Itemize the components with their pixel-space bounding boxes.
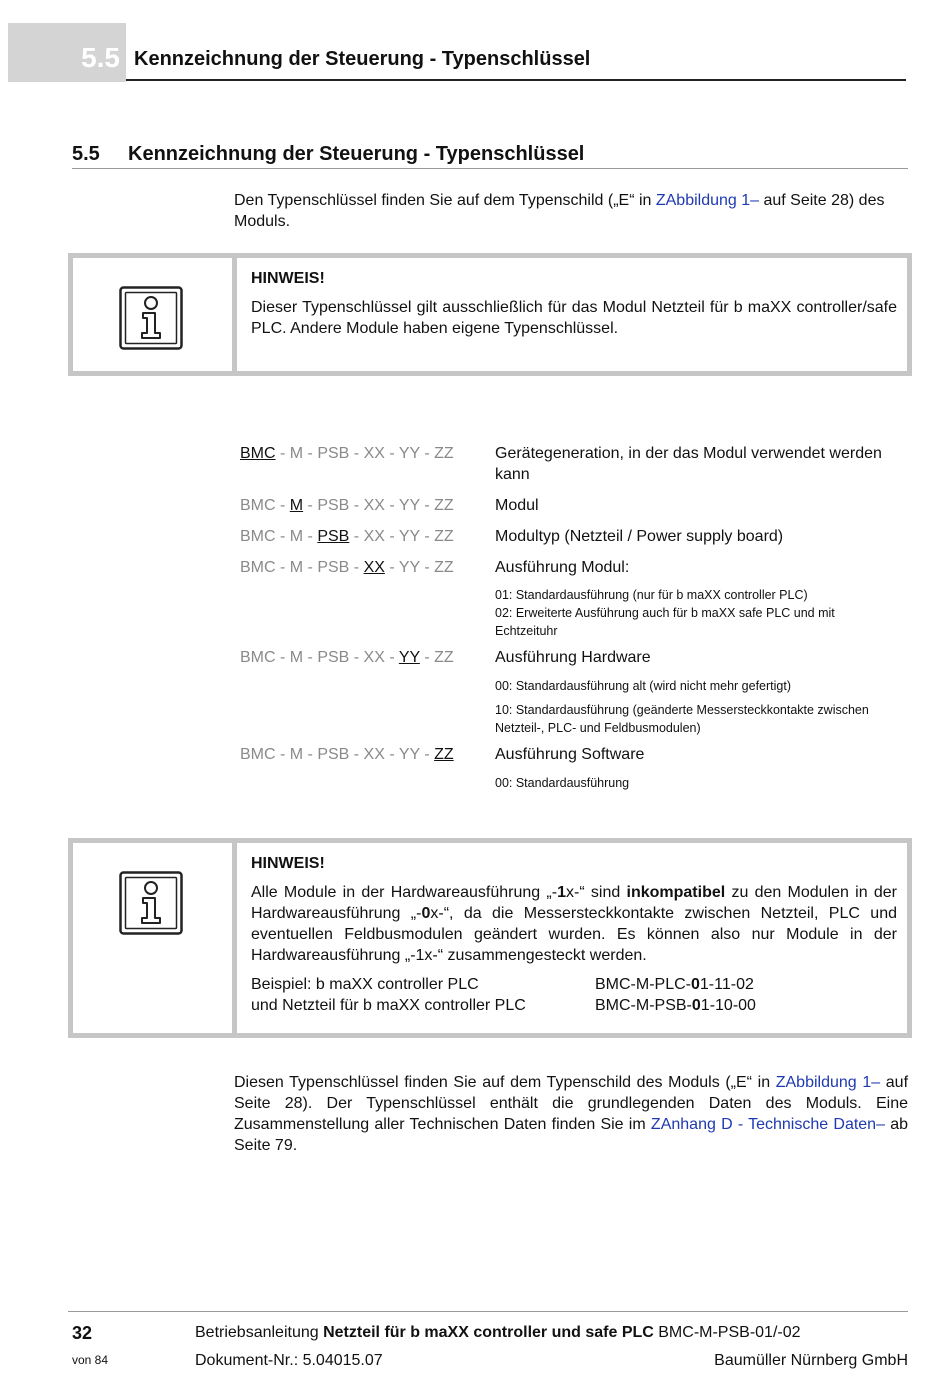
footer-manual	[195, 1322, 801, 1343]
section-rule	[72, 168, 908, 169]
typekey-detail-hardware-10: 10: Standardausführung (geänderte Messersteckkontakte zwischen Netzteil-, PLC- und Feldbusmodulen)	[495, 703, 869, 735]
intro-text-1: Den Typenschlüssel finden Sie auf dem Typenschild („E“ in	[234, 192, 656, 209]
note-text: Dieser Typenschlüssel gilt ausschließlich für das Modul Netzteil für b maXX controller/safe PLC. Andere Module haben eigene Typenschlüssel.	[251, 299, 897, 337]
note-box-2	[68, 838, 912, 1038]
footer-company: Baumüller Nürnberg GmbH	[714, 1352, 908, 1369]
note-body-1	[251, 268, 897, 339]
intro-paragraph	[234, 190, 908, 232]
note-box-1	[68, 253, 912, 376]
typekey-code-hardware: BMC - M - PSB - XX - YY - ZZ	[240, 649, 454, 666]
info-icon	[119, 286, 183, 350]
typekey-desc-software: Ausführung Software	[495, 746, 645, 763]
example-code-2: BMC-M-PSB-01-10-00	[595, 997, 756, 1014]
outro-text-2: auf Seite 28). Der Typenschlüssel enthält die grundlegenden Daten des Moduls. Eine Zusammenstellung aller Technischen Daten finden Sie im	[234, 1074, 909, 1133]
footer-manual-code: BMC-M-PSB-01/-02	[653, 1324, 801, 1341]
typekey-detail-modul: 01: Standardausführung (nur für b maXX controller PLC) 02: Erweiterte Ausführung auch für b maXX safe PLC und mit Echtzeituhr	[495, 588, 835, 638]
figure-link[interactable]: ZAbbildung 1–	[655, 192, 760, 209]
section-title: Kennzeichnung der Steuerung - Typenschlüssel	[128, 143, 585, 165]
typekey-code-modul: BMC - M - PSB - XX - YY - ZZ	[240, 497, 454, 514]
outro-paragraph	[234, 1072, 908, 1156]
outro-text-3: ab Seite 79.	[234, 1116, 909, 1154]
note-divider	[232, 843, 237, 1033]
note-heading: HINWEIS!	[251, 855, 325, 872]
typekey-code-modultyp: BMC - M - PSB - XX - YY - ZZ	[240, 528, 454, 545]
typekey-detail-software: 00: Standardausführung	[495, 776, 630, 790]
info-icon	[119, 871, 183, 935]
footer-doc-number: Dokument-Nr.: 5.04015.07	[195, 1352, 383, 1369]
note-heading: HINWEIS!	[251, 270, 325, 287]
typekey-desc-ausfuehrung-modul: Ausführung Modul:	[495, 559, 630, 576]
footer-manual-title: Netzteil für b maXX controller und safe PLC	[323, 1324, 654, 1341]
example-label-1: Beispiel: b maXX controller PLC	[251, 976, 479, 993]
typekey-desc-hardware: Ausführung Hardware	[495, 649, 651, 666]
typekey-code-generation: BMC - M - PSB - XX - YY - ZZ	[240, 445, 454, 462]
typekey-code-ausfuehrung-modul: BMC - M - PSB - XX - YY - ZZ	[240, 559, 454, 576]
section-number: 5.5	[72, 143, 100, 165]
footer-rule	[68, 1311, 908, 1312]
note-text: Alle Module in der Hardwareausführung „-1x-“ sind inkompatibel zu den Modulen in der Hardwareausführung „-0x-“, da die Messersteckkontakte zwischen Netzteil, PLC und eventuellen Feldbusmodulen geändert wurden. Es können also nur Module in der Hardwareausführung „-1x-“ zusammengesteckt werden.	[251, 884, 897, 964]
typekey-code-software: BMC - M - PSB - XX - YY - ZZ	[240, 746, 454, 763]
typekey-desc-modultyp: Modultyp (Netzteil / Power supply board)	[495, 528, 784, 545]
note-divider	[232, 258, 237, 371]
outro-text-1: Diesen Typenschlüssel finden Sie auf dem Typenschild des Moduls („E“ in	[234, 1074, 776, 1091]
typekey-detail-hardware-00: 00: Standardausführung alt (wird nicht mehr gefertigt)	[495, 679, 791, 693]
footer-manual-prefix: Betriebsanleitung	[195, 1324, 324, 1341]
typekey-desc-generation: Gerätegeneration, in der das Modul verwendet werden kann	[495, 445, 882, 483]
header-rule	[126, 79, 906, 81]
example-block	[251, 974, 897, 1016]
page-total: von 84	[72, 1353, 109, 1367]
typekey-desc-modul: Modul	[495, 497, 539, 514]
example-label-2: und Netzteil für b maXX controller PLC	[251, 997, 526, 1014]
page-number: 32	[72, 1323, 93, 1343]
intro-text-2: auf Seite 28) des Moduls.	[234, 192, 885, 230]
running-header-title: Kennzeichnung der Steuerung - Typenschlüssel	[134, 48, 591, 70]
section-tab-number: 5.5	[81, 42, 120, 73]
appendix-link[interactable]: ZAnhang D - Technische Daten–	[650, 1116, 885, 1133]
note-body-2	[251, 853, 897, 1016]
example-code-1: BMC-M-PLC-01-11-02	[595, 976, 754, 993]
figure-link[interactable]: ZAbbildung 1–	[775, 1074, 881, 1091]
